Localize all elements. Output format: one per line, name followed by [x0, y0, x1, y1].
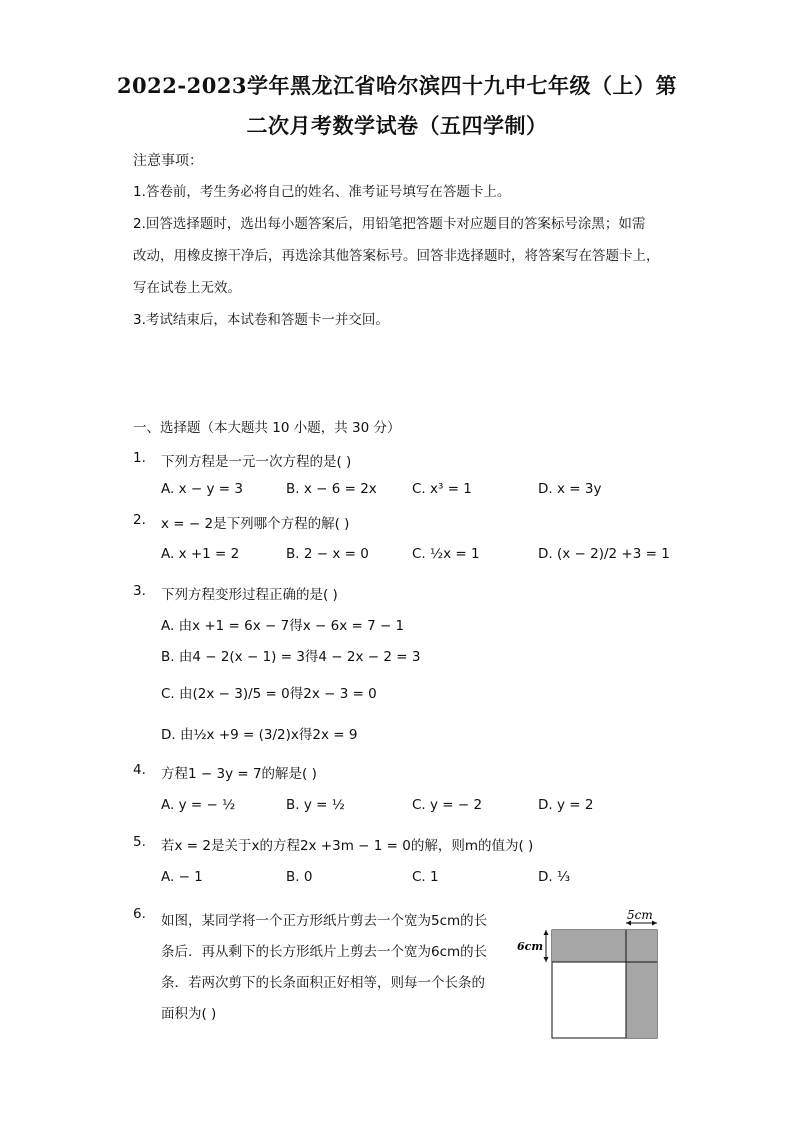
question-number: 2. [133, 512, 146, 528]
option-a: A. y = − ½ [161, 797, 236, 813]
question-text: 下列方程变形过程正确的是( ) [161, 587, 338, 603]
option-b: B. y = ½ [286, 797, 345, 813]
shaded-strip-5cm [626, 930, 657, 1038]
question-text-line: 如图，某同学将一个正方形纸片剪去一个宽为5cm的长 [161, 913, 488, 929]
option-b: B. x − 6 = 2x [286, 481, 377, 497]
option-d: D. ⅓ [538, 869, 571, 885]
option-a: A. 由x +1 = 6x − 7得x − 6x = 7 − 1 [161, 618, 405, 634]
question-text: 方程1 − 3y = 7的解是( ) [161, 766, 317, 782]
question-number: 4. [133, 762, 146, 778]
question-text: 若x = 2是关于x的方程2x +3m − 1 = 0的解，则m的值为( ) [161, 838, 534, 854]
arrow-head [544, 957, 549, 962]
notice-heading: 注意事项： [133, 153, 203, 169]
question-text: 下列方程是一元一次方程的是( ) [161, 454, 352, 470]
option-b: B. 0 [286, 869, 313, 885]
exam-title-line1: 2022-2023学年黑龙江省哈尔滨四十九中七年级（上）第 [116, 73, 678, 98]
option-d: D. (x − 2)/2 +3 = 1 [538, 546, 670, 562]
option-c: C. x³ = 1 [412, 481, 472, 497]
option-c: C. ½x = 1 [412, 546, 480, 562]
option-c: C. 1 [412, 869, 439, 885]
arrow-head [652, 921, 657, 926]
question-number: 5. [133, 834, 146, 850]
question-text-line: 面积为( ) [161, 1006, 217, 1022]
question-text: x = − 2是下列哪个方程的解( ) [161, 516, 350, 532]
square-cut-figure [515, 905, 665, 1041]
option-d: D. y = 2 [538, 797, 594, 813]
question-text-line: 条．若两次剪下的长条面积正好相等，则每一个长条的 [161, 975, 485, 991]
option-a: A. x +1 = 2 [161, 546, 240, 562]
dimension-label-5cm: 5cm [627, 908, 653, 922]
notice-line: 2.回答选择题时，选出每小题答案后，用铅笔把答题卡对应题目的答案标号涂黑；如需 [133, 216, 646, 232]
exam-title-line2: 二次月考数学试卷（五四学制） [246, 113, 548, 138]
option-b: B. 由4 − 2(x − 1) = 3得4 − 2x − 2 = 3 [161, 649, 421, 665]
dimension-label-6cm: 6cm [517, 940, 543, 953]
option-a: A. x − y = 3 [161, 481, 243, 497]
arrow-head [544, 930, 549, 935]
section-heading: 一、选择题（本大题共 10 小题，共 30 分） [133, 420, 401, 436]
question-text-line: 条后．再从剩下的长方形纸片上剪去一个宽为6cm的长 [161, 944, 488, 960]
question-text [161, 906, 501, 1030]
option-b: B. 2 − x = 0 [286, 546, 369, 562]
option-d: D. x = 3y [538, 481, 602, 497]
option-c: C. y = − 2 [412, 797, 483, 813]
question-number: 3. [133, 583, 146, 599]
option-d: D. 由½x +9 = (3/2)x得2x = 9 [161, 727, 358, 743]
question-number: 6. [133, 906, 146, 922]
option-c: C. 由(2x − 3)/5 = 0得2x − 3 = 0 [161, 686, 377, 702]
option-a: A. − 1 [161, 869, 203, 885]
question-number: 1. [133, 450, 146, 466]
notice-line: 写在试卷上无效。 [133, 280, 241, 296]
shaded-strip-6cm [552, 930, 626, 962]
notice-line: 改动，用橡皮擦干净后，再选涂其他答案标号。回答非选择题时，将答案写在答题卡上， [133, 248, 660, 264]
notice-line: 1.答卷前，考生务必将自己的姓名、准考证号填写在答题卡上。 [133, 184, 511, 200]
notice-line: 3.考试结束后，本试卷和答题卡一并交回。 [133, 312, 389, 328]
